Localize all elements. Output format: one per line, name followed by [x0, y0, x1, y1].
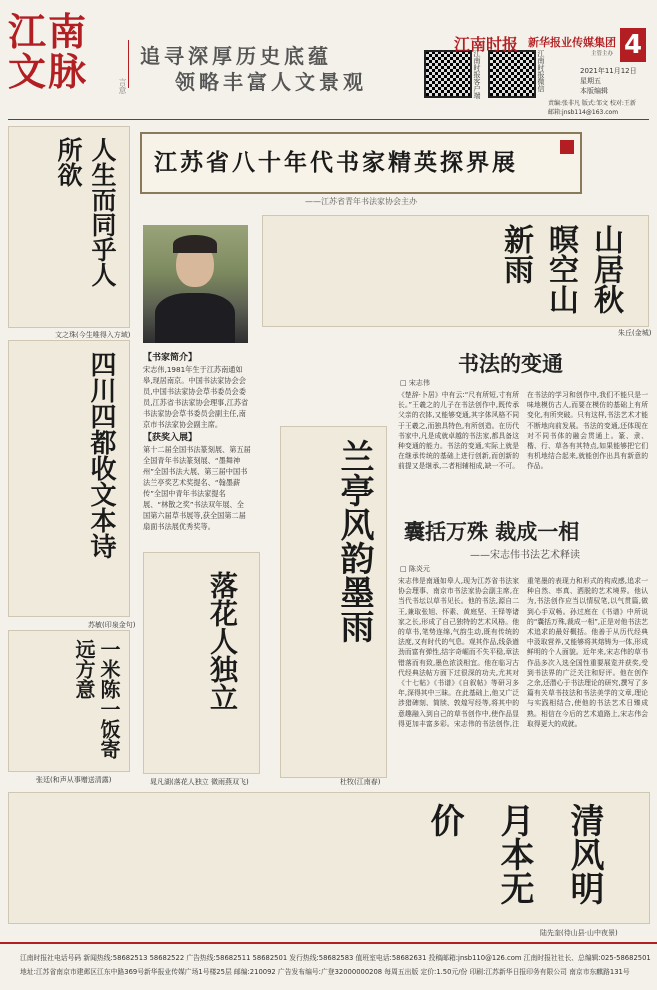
qr1-label: 江南时报客户端	[473, 50, 481, 99]
awards-heading: 【获奖入展】	[143, 433, 198, 443]
qr-code-app[interactable]	[424, 50, 472, 98]
portrait-body	[155, 293, 235, 343]
work-panel-5	[280, 426, 387, 778]
banner-title: 江苏省八十年代书家精英探界展	[154, 149, 518, 176]
page-number: 4	[620, 28, 646, 62]
work-7-caption: 陆先奎(待山县·山中夜景)	[540, 929, 618, 937]
header-rule	[8, 119, 649, 120]
brand-small: 言意	[118, 78, 127, 94]
masthead-brand	[8, 9, 120, 94]
article1-author: □ 宋志伟	[400, 379, 430, 387]
work-7-calligraphy: 清风明月本无价	[424, 803, 604, 905]
work-panel-3	[8, 630, 130, 772]
tagline-1: 追寻深厚历史底蕴	[140, 44, 332, 68]
work-6-calligraphy: 山居秋暝空山新雨	[498, 224, 623, 314]
work-4-caption: 晁凡湖(落花人独立 微雨燕双飞)	[150, 778, 249, 786]
work-3-caption: 张廷(和声从事赠送清露)	[36, 776, 112, 784]
footer	[0, 942, 657, 990]
editor-line: 责编:张非凡 版式:邹文 校对:王新	[548, 100, 636, 107]
awards-text: 第十二届全国书法篆刻展、第五届全国青年书法篆刻展、“墨舞神州”全国书法大展、第三届中国书法兰亭奖艺术奖提名、“翰墨薪传”全国中青年书法家提名展、“林散之奖”书法双年展、全国第六届草书展等,获全国第二届扇面书法展优秀奖等。	[143, 445, 251, 531]
work-4-calligraphy: 落花人独立	[206, 571, 239, 711]
qr-code-wechat[interactable]	[488, 50, 536, 98]
work-2-calligraphy: 四川四都收文本诗	[86, 351, 116, 559]
email-line: 邮箱:jnsb114@163.com	[548, 109, 619, 116]
bio-text: 宋志伟,1981年生于江苏南通如皋,现居南京。中国书法家协会会员,中国书法家协会草书委员会委员,江苏省书法家协会理事,江苏省书法家协会草书委员会副主任,南京市书法家协会副主席。	[143, 365, 249, 429]
partner-name: 新华报业传媒集团	[528, 36, 616, 49]
work-panel-2	[8, 340, 130, 617]
issue-weekday: 星期五	[580, 77, 601, 85]
article2-title: 囊括万殊 裁成一相	[404, 520, 580, 544]
work-2-caption: 苏敏(印泉金句)	[88, 621, 136, 629]
brand-line2: 文脉	[8, 49, 89, 94]
masthead-divider	[128, 40, 129, 88]
artist-portrait	[143, 225, 248, 343]
work-panel-6	[262, 215, 649, 327]
tagline-2: 领略丰富人文景观	[175, 70, 367, 94]
work-5-calligraphy: 兰亭风韵墨雨	[334, 439, 374, 643]
work-panel-4	[143, 552, 260, 774]
portrait-hair	[173, 235, 217, 253]
footer-line1: 江南时报社电话号码 新闻热线:58682513 58682522 广告热线:58682511 58682501 发行热线:58682583 值班室电话:58682631 投稿邮箱:jnsb110@126.com 江南时报社社长、总编辑:025-58682501	[20, 954, 651, 962]
work-6-caption: 朱丘(金城)	[618, 329, 652, 337]
exhibition-banner	[140, 132, 582, 194]
work-5-caption: 杜牧(江南春)	[340, 778, 381, 786]
article2-author: □ 陈炎元	[400, 565, 430, 573]
partner-small: 主管主办	[591, 51, 614, 57]
work-1-caption: 文之珠(今生唯得入方域)	[55, 331, 131, 339]
work-1-calligraphy: 人生而同乎人所欲	[54, 137, 117, 287]
article1-body: 《楚辞·卜居》中有云:“尺有所短,寸有所长。”王羲之的儿子在书法创作中,既传承父亲的衣钵,又能够变通,其字体风格不同于王羲之,而独具特色,有所创造。在历代书家中,凡是成就卓越的书法家,都具备这种变通的能力。书法的变通,实际上就是在继承传统的基础上进行创新,而创新的前提又是继承,二者相辅相成,缺一不可。在书法的学习和创作中,我们不能只是一味地模仿古人,而要在模仿的基础上有所变化,有所突破。只有这样,书法艺术才能不断地向前发展。书法的变通,还体现在对不同书体的融会贯通上。篆、隶、楷、行、草各有其特点,如果能够把它们有机地结合起来,就能创作出具有新意的作品。	[398, 391, 648, 471]
issue-date: 2021年11月12日	[580, 67, 637, 75]
brand-line1: 江南	[8, 9, 89, 54]
article2-subtitle: ——宋志伟书法艺术释读	[470, 550, 580, 561]
banner-subtitle: ——江苏省青年书法家协会主办	[305, 197, 417, 206]
paper-name: 江南时报	[454, 35, 519, 54]
work-3-calligraphy: 一米陈一饭寄远方意	[72, 639, 121, 759]
work-panel-7	[8, 792, 650, 924]
edition-label: 本版编辑	[580, 87, 608, 95]
article1-title: 书法的变通	[458, 352, 563, 376]
bio-heading: 【书家简介】	[143, 353, 198, 363]
article2-body: 宋志伟是南通如皋人,现为江苏省书法家协会理事、南京市书法家协会副主席,在当代书坛以草书见长。他的书法,源自二王,兼取张旭、怀素、黄庭坚、王铎等诸家之长,形成了自己独特的艺术风格。他的草书,笔势连绵,气韵生动,既有传统的法度,又有时代的气息。观其作品,线条遒劲而富有弹性,结字奇崛而不失平稳,章法错落而有致,墨色浓淡相宜。他在临习古代经典法帖方面下过很深的功夫,尤其对《十七帖》《书谱》《自叙帖》等研习多年,深得其中三昧。在此基础上,他又广泛涉猎碑刻、简牍、敦煌写经等,将其中的意趣融入到自己的草书创作中,使作品显得更加丰富多彩。宋志伟的书法创作,注重笔墨的表现力和形式的构成感,追求一种自然、率真、洒脱的艺术境界。他认为,书法创作应当以情驭笔,以气贯篇,做到心手双畅。孙过庭在《书谱》中所说的“囊括万殊,裁成一相”,正是对他书法艺术追求的最好概括。他善于从历代经典中汲取营养,又能够将其熔铸为一体,形成鲜明的个人面貌。近年来,宋志伟的草书作品多次入选全国性重要展览并获奖,受到书法界的广泛关注和好评。他在创作之余,还潜心于书法理论的研究,撰写了多篇有关草书技法和书法美学的文章,理论与实践相结合,使他的书法艺术日臻成熟。相信在今后的艺术道路上,宋志伟会取得更大的成就。	[398, 577, 648, 728]
seal-mark	[560, 140, 574, 154]
footer-line2: 地址:江苏省南京市建邺区江东中路369号新华报业传媒广场1号楼25层 邮编:210092 广告发布编号:广登32000000208 每周五出版 定价:1.50元/份 印刷:江苏新华日报印务有限公司 南京市东麒路131号	[20, 968, 630, 976]
work-panel-1	[8, 126, 130, 328]
qr2-label: 江南时报微信	[537, 50, 545, 92]
